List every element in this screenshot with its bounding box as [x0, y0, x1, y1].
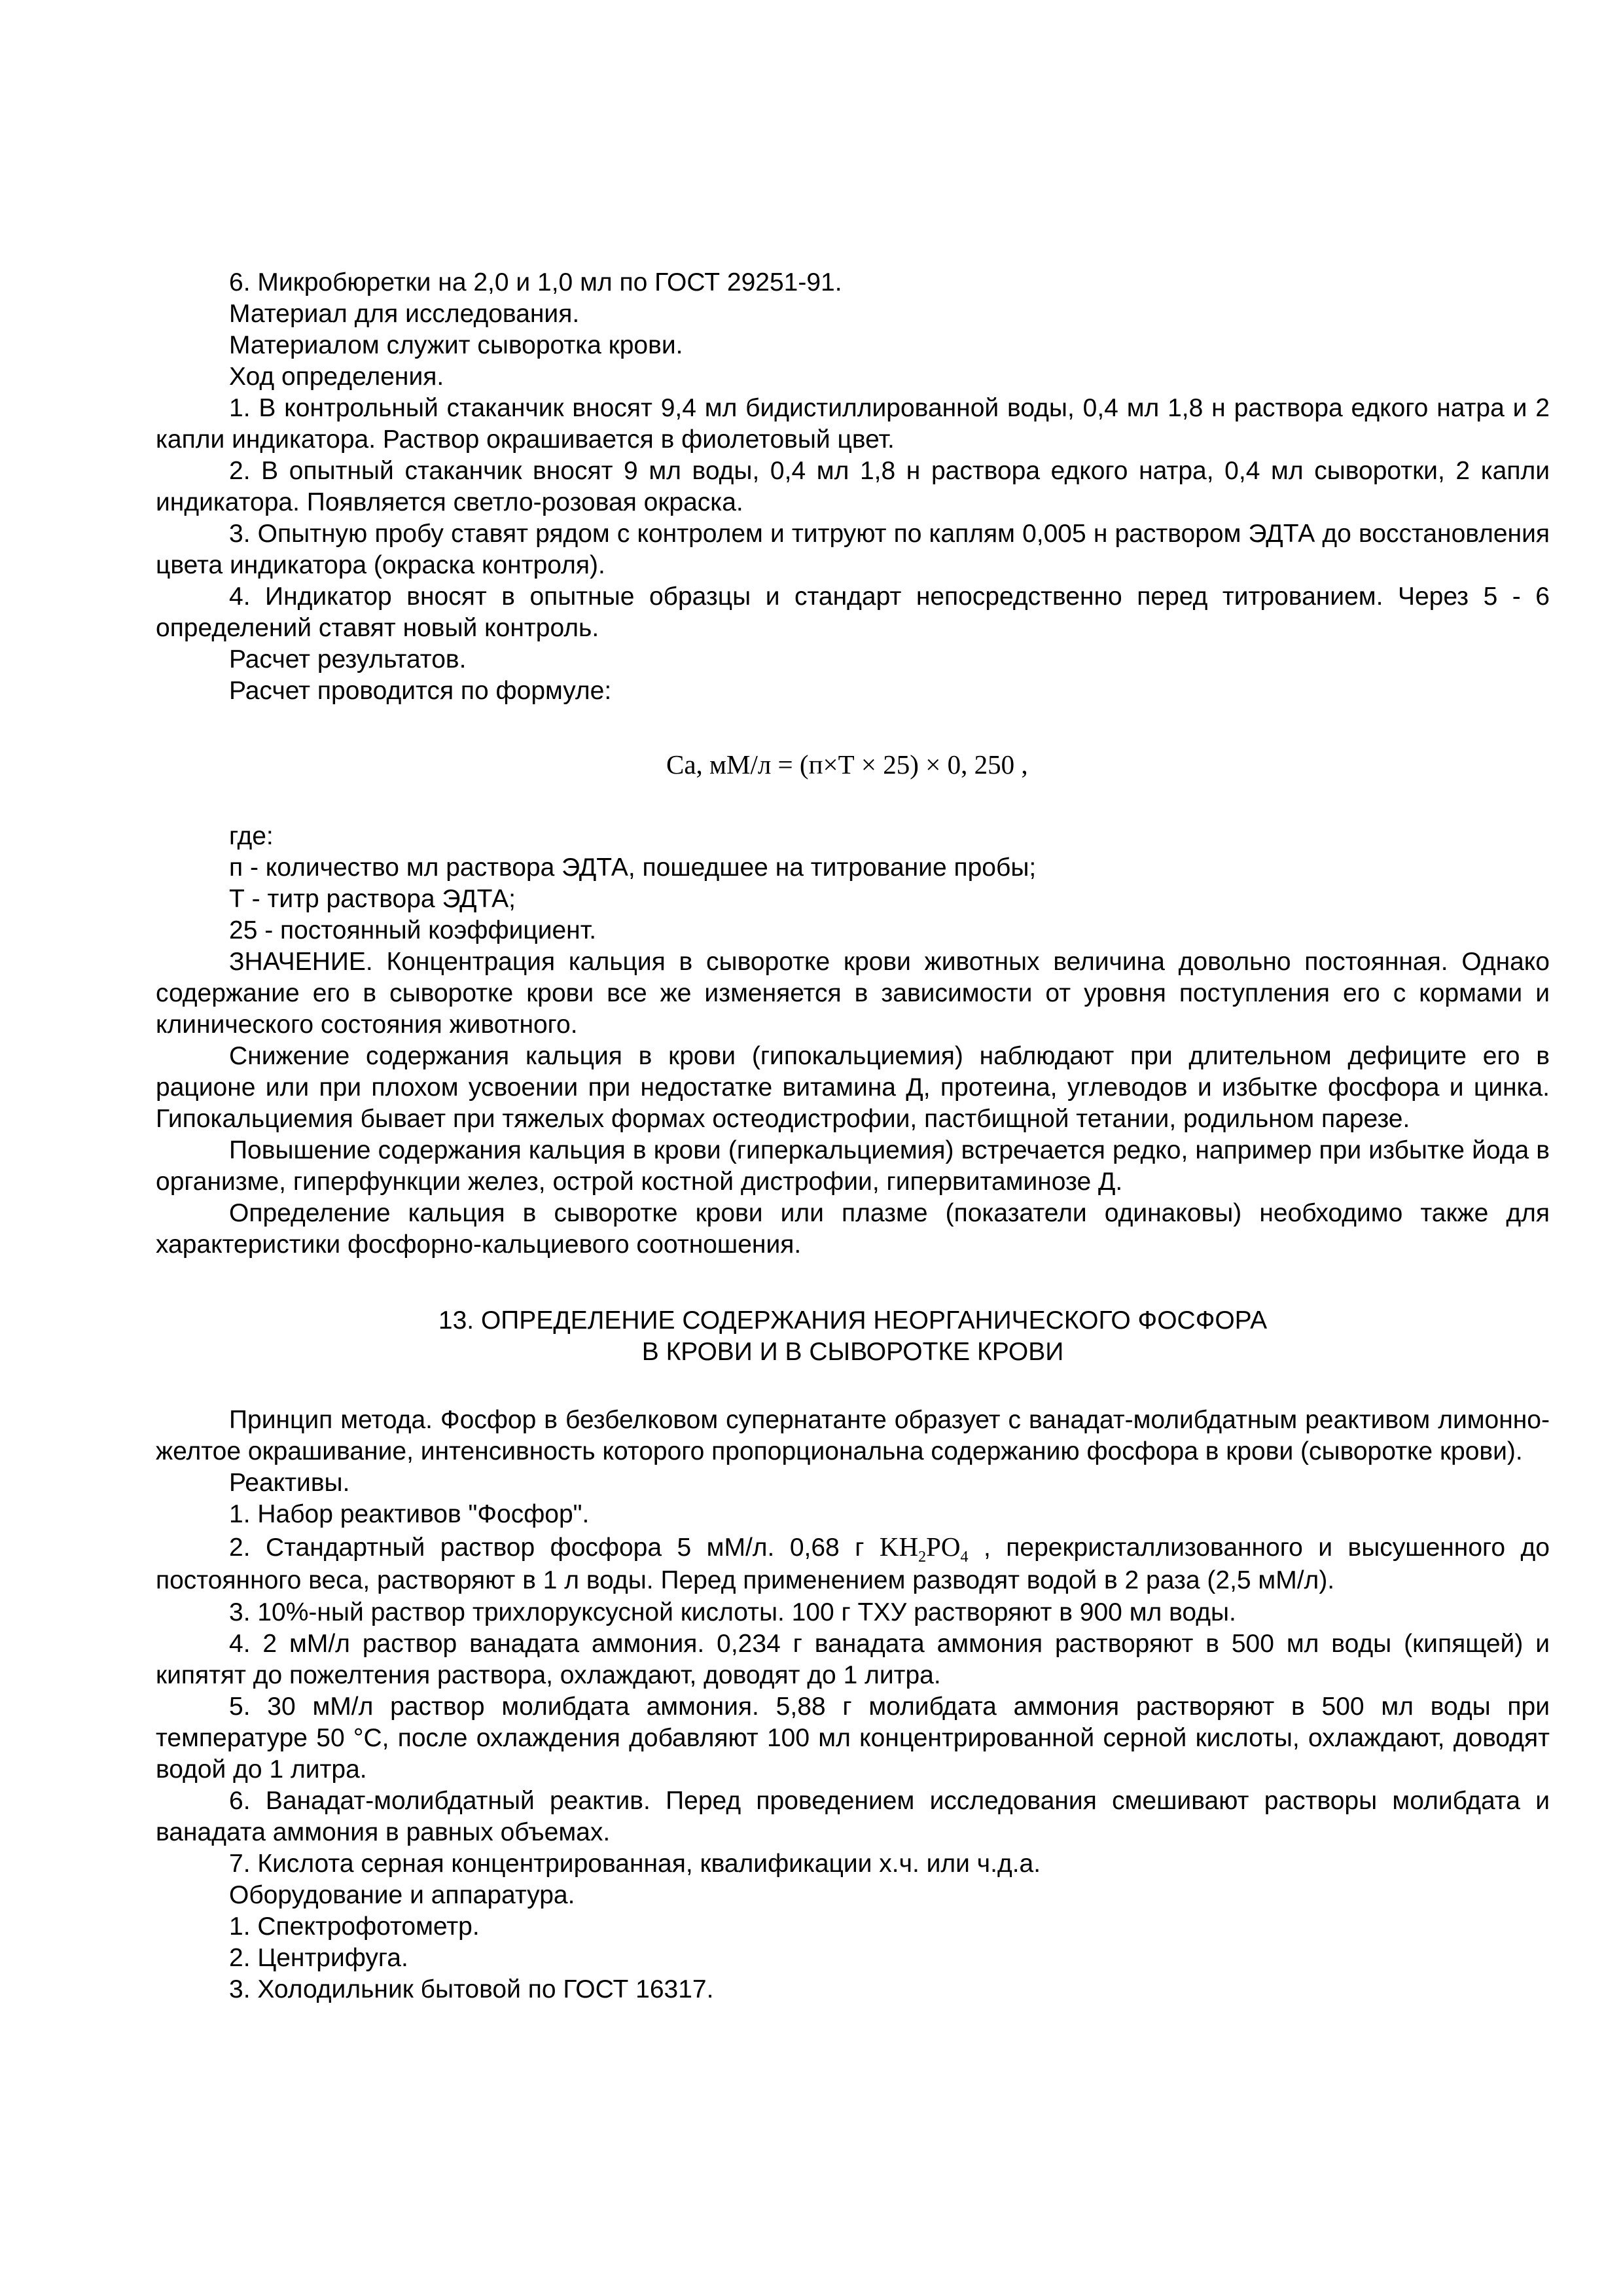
paragraph: ЗНАЧЕНИЕ. Концентрация кальция в сыворотке крови животных величина довольно постоянная. Однако содержание его в сыворотке крови все же изменяется в зависимости от уровня поступления его с кормами и клинического состояния животного. — [156, 948, 1550, 1039]
paragraph: Расчет проводится по формуле: — [229, 677, 612, 705]
paragraph: Материалом служит сыворотка крови. — [229, 331, 683, 359]
paragraph: Снижение содержания кальция в крови (гипокальциемия) наблюдают при длительном дефиците его в рационе или при плохом усвоении при недостатке витамина Д, протеина, углеводов и избытке фосфора и цинка. Гипокальциемия бывает при тяжелых формах остеодистрофии, пастбищной тетании, родильном парезе. — [156, 1042, 1550, 1133]
text-span: 2. Стандартный раствор фосфора 5 мМ/л. 0,68 г — [229, 1534, 880, 1562]
list-item: 6. Ванадат-молибдатный реактив. Перед проведением исследования смешивают растворы молибдата и ванадата аммония в равных объемах. — [156, 1787, 1550, 1846]
formula-part: PO — [926, 1532, 961, 1562]
section-label: Расчет результатов. — [229, 645, 467, 673]
paragraph: 1. В контрольный стаканчик вносят 9,4 мл бидистиллированной воды, 0,4 мл 1,8 н раствора едкого натра и 2 капли индикатора. Раствор окрашивается в фиолетовый цвет. — [156, 394, 1550, 454]
section-label: Реактивы. — [229, 1469, 350, 1497]
paragraph: Определение кальция в сыворотке крови или плазме (показатели одинаковы) необходимо также для характеристики фосфорно-кальциевого соотношения. — [156, 1199, 1550, 1259]
section-label: Ход определения. — [229, 363, 444, 391]
calcium-formula: Ca, мМ/л = (п×Т × 25) × 0, 250 , — [666, 749, 1028, 780]
heading-line-2: В КРОВИ И В СЫВОРОТКЕ КРОВИ — [641, 1338, 1064, 1366]
section-label: Материал для исследования. — [229, 300, 580, 328]
formula-part: KH — [879, 1532, 919, 1562]
formula-subscript: 4 — [960, 1549, 969, 1566]
heading-line-1: 13. ОПРЕДЕЛЕНИЕ СОДЕРЖАНИЯ НЕОРГАНИЧЕСКОГО ФОСФОРА — [438, 1306, 1268, 1335]
list-item: 3. 10%-ный раствор трихлоруксусной кислоты. 100 г ТХУ растворяют в 900 мл воды. — [229, 1598, 1236, 1626]
section-heading — [156, 1305, 1550, 1368]
paragraph: Принцип метода. Фосфор в безбелковом супернатанте образует с ванадат-молибдатным реактивом лимонно-желтое окрашивание, интенсивность которого пропорциональна содержанию фосфора в крови (сыворотке крови). — [156, 1406, 1550, 1465]
definition-item: 25 - постоянный коэффициент. — [229, 916, 597, 944]
chemical-formula — [879, 1532, 969, 1566]
paragraph: 6. Микробюретки на 2,0 и 1,0 мл по ГОСТ 29251-91. — [229, 268, 842, 296]
list-item: 7. Кислота серная концентрированная, квалификации х.ч. или ч.д.а. — [229, 1850, 1041, 1878]
definition-item: Т - титр раствора ЭДТА; — [229, 885, 516, 913]
list-item: 2. Центрифуга. — [229, 1944, 408, 1972]
paragraph: где: — [229, 822, 274, 850]
list-item: 4. 2 мМ/л раствор ванадата аммония. 0,234 г ванадата аммония растворяют в 500 мл воды (кипящей) и кипятят до пожелтения раствора, охлаждают, доводят до 1 литра. — [156, 1630, 1550, 1689]
list-item — [156, 1530, 1550, 1597]
section-label: Оборудование и аппаратура. — [229, 1881, 575, 1909]
text-span: , перекристаллизованного и высушенного до постоянного веса, растворяют в 1 л воды. Перед применением разводят водой в 2 раза (2,5 мМ/л). — [156, 1534, 1550, 1594]
document-page — [156, 267, 1550, 2005]
list-item: 3. Холодильник бытовой по ГОСТ 16317. — [229, 1975, 714, 2003]
list-item: 1. Спектрофотометр. — [229, 1912, 480, 1941]
list-item: 5. 30 мМ/л раствор молибдата аммония. 5,88 г молибдата аммония растворяют в 500 мл воды при температуре 50 °С, после охлаждения добавляют 100 мл концентрированной серной кислоты, охлаждают, доводят водой до 1 литра. — [156, 1693, 1550, 1784]
paragraph: 4. Индикатор вносят в опытные образцы и стандарт непосредственно перед титрованием. Через 5 - 6 определений ставят новый контроль. — [156, 583, 1550, 642]
definition-item: п - количество мл раствора ЭДТА, пошедшее на титрование пробы; — [229, 853, 1037, 882]
list-item: 1. Набор реактивов "Фосфор". — [229, 1500, 590, 1528]
formula-subscript: 2 — [918, 1549, 927, 1566]
paragraph: 2. В опытный стаканчик вносят 9 мл воды, 0,4 мл 1,8 н раствора едкого натра, 0,4 мл сыворотки, 2 капли индикатора. Появляется светло-розовая окраска. — [156, 457, 1550, 516]
paragraph: Повышение содержания кальция в крови (гиперкальциемия) встречается редко, например при избытке йода в организме, гиперфункции желез, острой костной дистрофии, гипервитаминозе Д. — [156, 1136, 1550, 1196]
paragraph: 3. Опытную пробу ставят рядом с контролем и титруют по каплям 0,005 н раствором ЭДТА до восстановления цвета индикатора (окраска контроля). — [156, 520, 1550, 579]
